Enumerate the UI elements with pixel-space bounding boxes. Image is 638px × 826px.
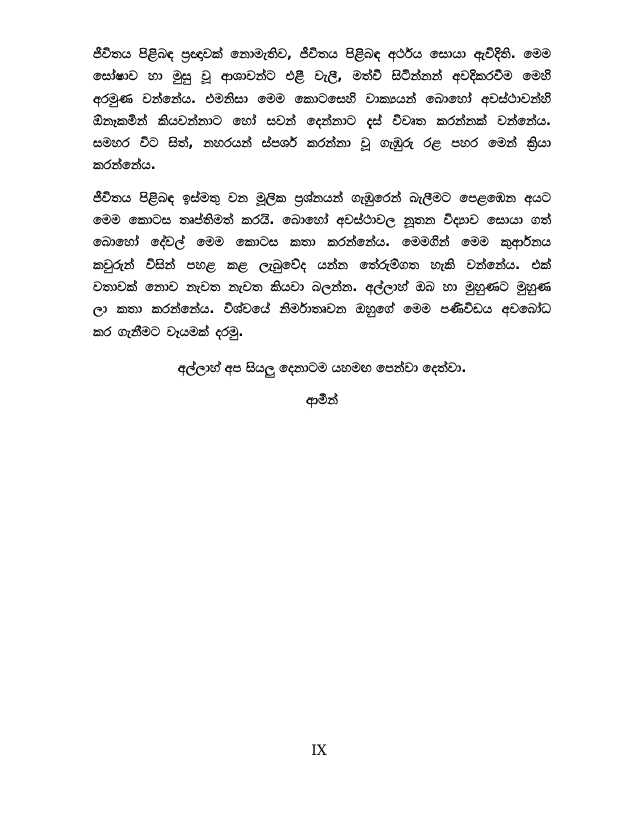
body-paragraph-2: ජීවිතය පිළිබඳ ඉස්මතු වන මූලික ප්‍රශ්නයන් ගැඹුරෙන් බැලීමට පෙළඹෙන අයට මෙම කොටස තෘප්තිමත් කරයි. බොහෝ අවස්ථාවල නූතන විද්‍යාව සොයා ගත් බොහෝ දේවල් මෙම කොටස කතා කරන්නේය. මෙමගින් මෙම කුර්ආනය කවුරුන් විසින් පහළ කළ ලැබුවේද යන්න තේරුම්ගත හැකි වන්නේය. එක් වතාවක් නොව නැවත නැවත කියවා බලන්න. අල්ලාහ් ඔබ හා මුහුණට මුහුණ ලා කතා කරන්නේය. විශ්වයේ නිර්මාතෘවන ඔහුගේ මෙම පණිවිඩය අවබෝධ කර ගැනීමට වෑයමක් දරමු. [93,190,551,340]
amen-line: ආමීන් [306,392,338,408]
body-paragraph-1: ජීවිතය පිළිබඳ ප්‍රඥාවක් නොමැතිව, ජීවිතය පිළිබඳ අර්ථය සොයා ඇවිදිති. මෙම සෝෂාව හා මුසු වූ ආශාවන්ට එළී වැලී, මත්වී සිටින්නන් අවදිකරවීම මෙහි අරමුණ වන්නේය. එමනිසා මෙම කොටසෙහි වාක්‍යයන් බොහෝ අවස්ථාවන්හි ඕනෑකමින් කියවන්නාට හෝ සවන් දෙන්නාට දැස් විවෘත කරන්නක් වන්නේය. සමහර විට සිත්, නහරයන් ස්පර්ශ කරන්නා වූ ගැඹුරු රළ පහර මෙන් ක්‍රියා කරන්නේය. [93,47,551,174]
closing-prayer: අල්ලාහ් අප සියලු දෙනාටම යහමඟ පෙන්වා දෙත්වා. [177,360,467,376]
page-number: IX [311,743,327,759]
page-body [93,44,551,412]
